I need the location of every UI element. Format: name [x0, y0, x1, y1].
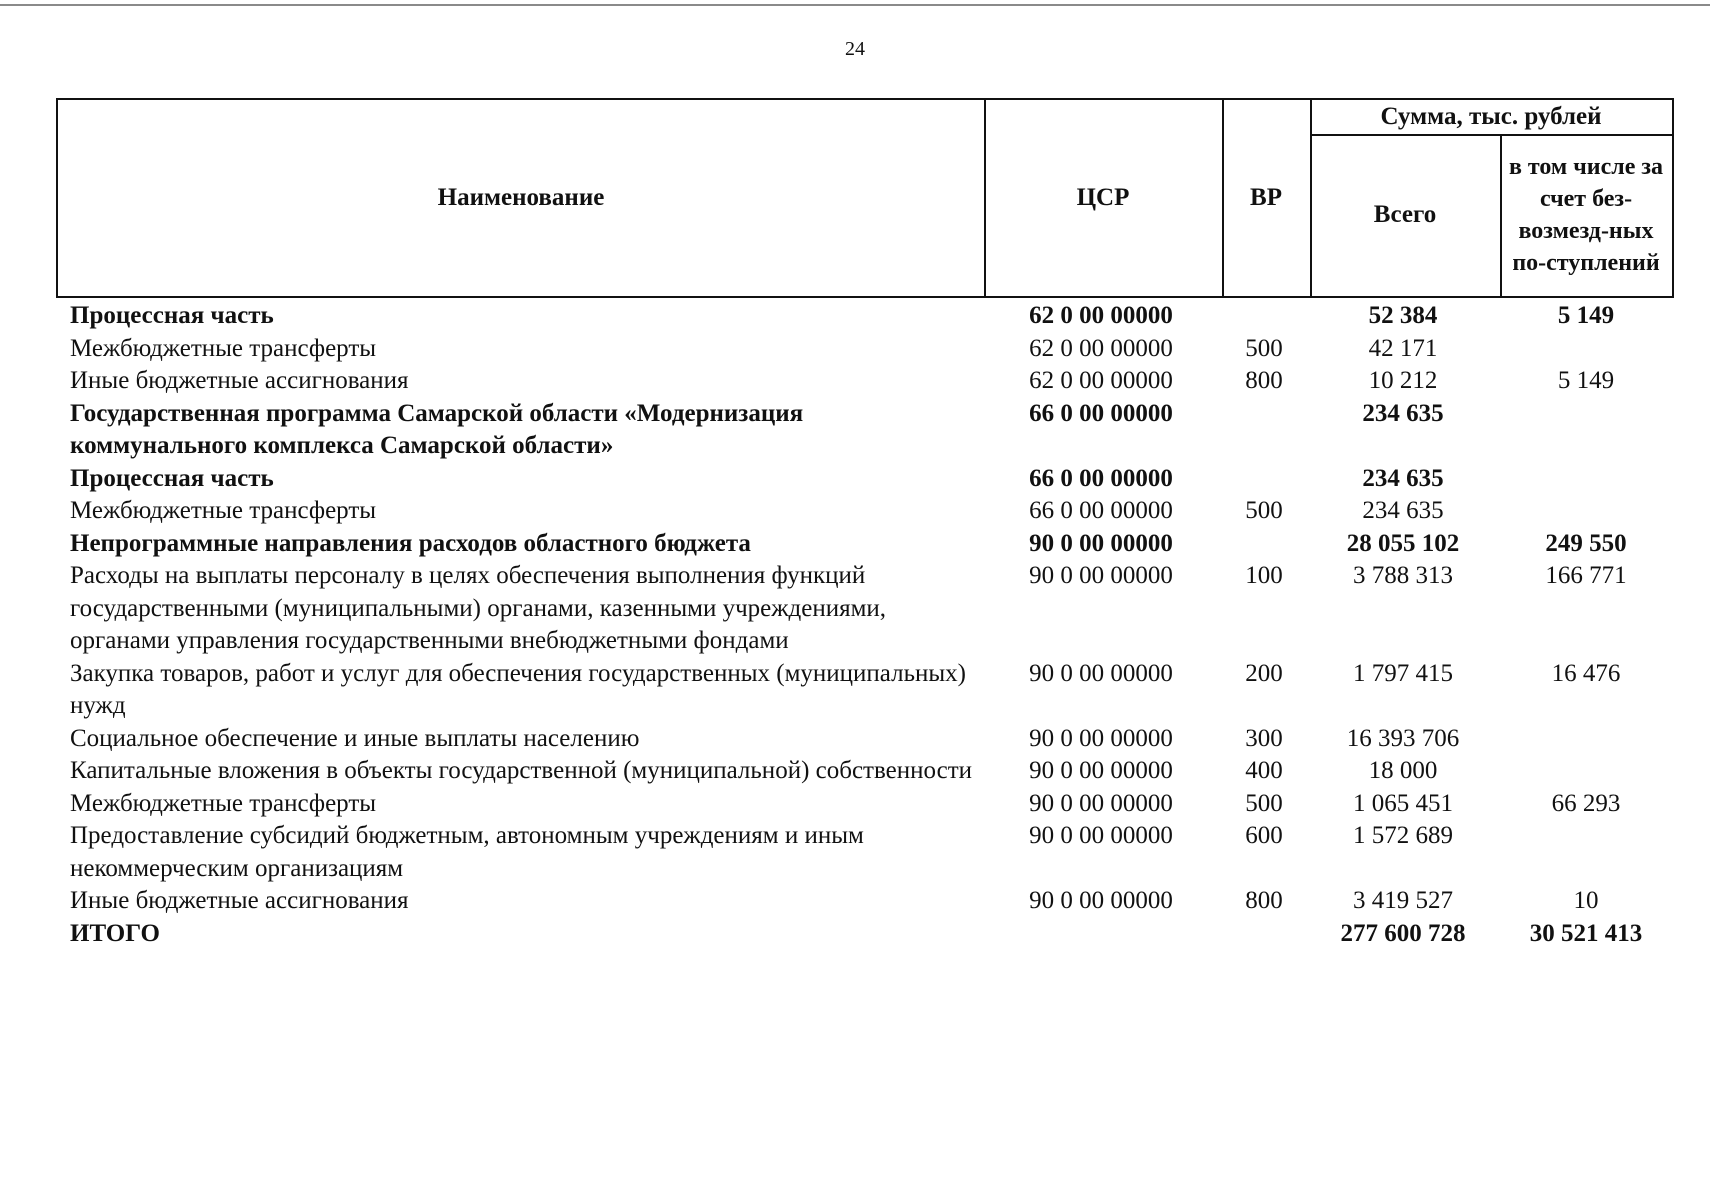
- row-csr: 90 0 00 00000: [1029, 789, 1173, 817]
- row-grant: [1498, 755, 1674, 788]
- row-grant: 166 771: [1545, 562, 1627, 589]
- row-csr: 66 0 00 00000: [1029, 464, 1173, 492]
- row-total: 1 572 689: [1353, 822, 1453, 849]
- row-name: Непрограммные направления расходов областного бюджета: [70, 529, 751, 557]
- row-total: 3 419 527: [1353, 887, 1453, 914]
- header-sum-grant: в том числе за счет без-возмезд-ных по-ступлений: [1508, 154, 1664, 276]
- table-row: [56, 333, 1674, 366]
- row-csr: 90 0 00 00000: [1029, 529, 1173, 557]
- row-vr: 500: [1245, 789, 1283, 817]
- row-vr: [1220, 918, 1308, 951]
- row-csr: 62 0 00 00000: [1029, 334, 1173, 362]
- row-grant: [1498, 463, 1674, 496]
- row-vr: 200: [1245, 659, 1283, 687]
- header-name: Наименование: [58, 100, 986, 296]
- row-vr: 800: [1245, 367, 1283, 394]
- table-row: [56, 755, 1674, 788]
- row-total: 234 635: [1362, 399, 1444, 427]
- row-grant: 10: [1573, 887, 1599, 914]
- table-row: [56, 528, 1674, 561]
- table-row: [56, 365, 1674, 398]
- row-total: 277 600 728: [1340, 919, 1466, 947]
- table-row: [56, 658, 1674, 723]
- row-grant: [1498, 495, 1674, 528]
- row-vr: 300: [1245, 724, 1283, 752]
- row-grant: 249 550: [1545, 529, 1627, 557]
- row-name: ИТОГО: [70, 919, 160, 947]
- row-vr: [1220, 463, 1308, 496]
- table-row: [56, 398, 1674, 463]
- row-name: Иные бюджетные ассигнования: [70, 887, 409, 914]
- row-name: Межбюджетные трансферты: [70, 789, 377, 817]
- row-name: Капитальные вложения в объекты государственной (муниципальной) собственности: [70, 757, 973, 784]
- header-sum-group: [1310, 100, 1672, 296]
- row-csr: 90 0 00 00000: [1029, 822, 1173, 849]
- row-csr: 90 0 00 00000: [1029, 757, 1173, 784]
- page-number: 24: [845, 38, 865, 60]
- row-total: 234 635: [1362, 464, 1444, 492]
- row-csr: 90 0 00 00000: [1029, 562, 1173, 589]
- table-row: [56, 918, 1674, 951]
- row-csr: 66 0 00 00000: [1029, 399, 1173, 427]
- row-grant: [1498, 723, 1674, 756]
- row-csr: 90 0 00 00000: [1029, 887, 1173, 914]
- table-row: [56, 885, 1674, 918]
- row-vr: 800: [1245, 887, 1283, 914]
- row-name: Межбюджетные трансферты: [70, 334, 377, 362]
- header-sum-total: Всего: [1310, 134, 1502, 296]
- row-vr: [1220, 528, 1308, 561]
- table-row: [56, 463, 1674, 496]
- row-grant: 30 521 413: [1529, 919, 1643, 947]
- table-row: [56, 723, 1674, 756]
- row-name: Социальное обеспечение и иные выплаты населению: [70, 724, 640, 752]
- table-header: [56, 98, 1674, 298]
- row-grant: 16 476: [1551, 659, 1621, 687]
- row-total: 28 055 102: [1346, 529, 1460, 557]
- row-total: 3 788 313: [1353, 562, 1453, 589]
- header-sum-title: Сумма, тыс. рублей: [1310, 100, 1672, 136]
- row-total: 16 393 706: [1346, 724, 1460, 752]
- table-row: [56, 300, 1674, 333]
- row-grant: 66 293: [1551, 789, 1621, 817]
- row-vr: 400: [1245, 757, 1283, 784]
- row-total: 42 171: [1368, 334, 1438, 362]
- row-vr: [1220, 398, 1308, 463]
- row-name: Предоставление субсидий бюджетным, автономным учреждениям и иным некоммерческим организациям: [70, 822, 864, 882]
- row-name: Государственная программа Самарской области «Модернизация коммунального комплекса Самарской области»: [70, 399, 804, 459]
- table-row: [56, 560, 1674, 658]
- row-name: Процессная часть: [70, 302, 274, 329]
- row-vr: 500: [1245, 497, 1283, 524]
- row-csr: 90 0 00 00000: [1029, 659, 1173, 687]
- table-row: [56, 495, 1674, 528]
- row-grant: 5 149: [1557, 302, 1615, 329]
- top-scan-line: [0, 4, 1710, 6]
- row-grant: 5 149: [1557, 367, 1615, 394]
- row-csr: 66 0 00 00000: [1029, 497, 1173, 524]
- row-name: Процессная часть: [70, 464, 274, 492]
- header-csr: ЦСР: [984, 100, 1224, 296]
- row-grant: [1498, 333, 1674, 366]
- row-total: 52 384: [1368, 302, 1438, 329]
- row-total: 1 797 415: [1353, 659, 1453, 687]
- row-csr: 62 0 00 00000: [1029, 302, 1173, 329]
- row-vr: 500: [1245, 334, 1283, 362]
- row-total: 10 212: [1368, 367, 1438, 394]
- row-name: Расходы на выплаты персоналу в целях обеспечения выполнения функций государственными (муниципальными) органами, казенными учреждениями, органами управления государственными внебюджетными фондами: [70, 562, 887, 654]
- row-csr: 90 0 00 00000: [1029, 724, 1173, 752]
- table-body: [56, 300, 1674, 950]
- row-grant: [1498, 398, 1674, 463]
- row-name: Межбюджетные трансферты: [70, 497, 377, 524]
- row-vr: [1220, 300, 1308, 333]
- row-total: 18 000: [1368, 757, 1438, 784]
- row-name: Иные бюджетные ассигнования: [70, 367, 409, 394]
- row-grant: [1498, 820, 1674, 885]
- row-total: 1 065 451: [1353, 789, 1453, 817]
- header-vr: ВР: [1222, 100, 1312, 296]
- row-csr: [982, 918, 1220, 951]
- row-total: 234 635: [1362, 497, 1444, 524]
- row-vr: 100: [1245, 562, 1283, 589]
- table-row: [56, 788, 1674, 821]
- table-row: [56, 820, 1674, 885]
- row-name: Закупка товаров, работ и услуг для обеспечения государственных (муниципальных) нужд: [70, 659, 966, 719]
- row-csr: 62 0 00 00000: [1029, 367, 1173, 394]
- row-vr: 600: [1245, 822, 1283, 849]
